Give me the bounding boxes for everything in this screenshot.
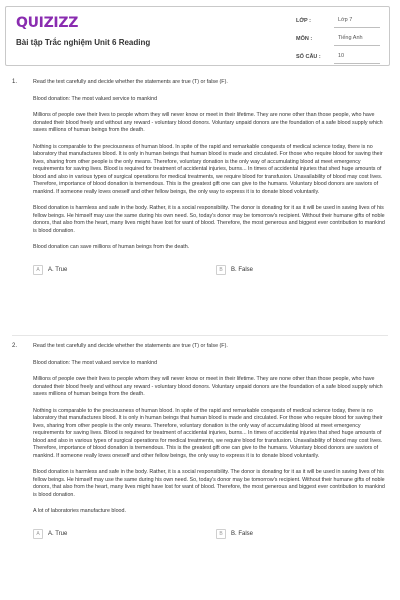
meta-value-class: Lớp 7 (334, 17, 380, 28)
meta-label-question-count: SỐ CÂU : (296, 54, 321, 60)
option-label[interactable]: B. False (231, 530, 254, 537)
question-number: 2. (12, 343, 18, 349)
page-title: Bài tập Trắc nghiệm Unit 6 Reading (16, 38, 151, 47)
worksheet-header (5, 6, 390, 66)
meta-row-subject (296, 36, 386, 51)
option-letter-box[interactable]: A (33, 265, 43, 275)
option-letter-box[interactable]: A (33, 529, 43, 539)
passage-paragraph: Blood donation is harmless and safe in the body. Rather, it is a social responsibility. The donor is donating for it as it will be used in saving lives of his fellow beings. He himself may use the same during his own need. So, today's donor may be tomorrow's recipient. Without their humane gifts of noble donors, that also from the heart, many lives might have lost for want of blood. Therefore, the most generous and biggest ever contribution to mankind is blood donation. (33, 469, 385, 498)
answer-options (33, 528, 388, 540)
passage-subtitle: Blood donation: The most valued service to mankind (33, 95, 158, 102)
meta-info (296, 18, 386, 69)
question-prompt: Read the text carefully and decide whether the statements are true (T) or false (F). (33, 343, 228, 349)
quizizz-logo[interactable]: QUIZIZZ (16, 15, 79, 31)
option-b[interactable] (216, 528, 253, 540)
option-a[interactable] (33, 264, 67, 276)
passage-paragraph: Nothing is comparable to the preciousness of human blood. In spite of the rapid and remarkable conquests of medical science today, there is no laboratory that manufactures blood. It is only in human beings that human blood is made and circulated. For those who require blood for saving their lives, sharing from other people is the only means. Therefore, voluntary donation is the only way of accumulating blood at meet emergency requirements for saving lives. Blood is required for treatment of accidental injuries, burns... In times of accidental injuries that shed huge amounts of blood and also in various types of surgical operations for medical treatments, we require blood for transfusion. Unavailability of blood may cost lives. Therefore, importance of blood donation is tremendous. This is the greatest gift one can give to the humans. Voluntary blood donors are saviors of mankind. If someone really loves oneself and other fellow beings, the only way to express it is to donate blood voluntarily. (33, 143, 383, 195)
question-statement: A lot of laboratories manufacture blood. (33, 508, 126, 514)
question-body (33, 343, 388, 540)
question-body (33, 79, 388, 276)
option-label[interactable]: A. True (48, 266, 68, 273)
question-number: 1. (12, 79, 18, 85)
meta-row-class (296, 18, 386, 33)
meta-label-subject: MÔN : (296, 36, 313, 42)
meta-row-question-count (296, 54, 386, 69)
meta-value-subject: Tiếng Anh (334, 35, 380, 46)
option-label[interactable]: A. True (48, 530, 68, 537)
question-divider (12, 335, 388, 336)
meta-label-class: LỚP : (296, 18, 311, 24)
question-statement: Blood donation can save millions of human beings from the death. (33, 244, 190, 250)
passage-subtitle: Blood donation: The most valued service to mankind (33, 359, 158, 366)
answer-options (33, 264, 388, 276)
passage-paragraph: Blood donation is harmless and safe in the body. Rather, it is a social responsibility. The donor is donating for it as it will be used in saving lives of his fellow beings. He himself may use the same during his own need. So, today's donor may be tomorrow's recipient. Without their humane gifts of noble donors, that also from the heart, many lives might have lost for want of blood. Therefore, the most generous and biggest ever contribution to mankind is blood donation. (33, 205, 385, 234)
passage-paragraph: Millions of people owe their lives to people whom they will never know or meet in their lifetime. They are none other than those people, who have donated their blood freely and without any reward - voluntary blood donors. Voluntary unpaid donors are the foundation of a safe blood supply which saves millions of human beings from the death. (33, 112, 383, 133)
option-label[interactable]: B. False (231, 266, 254, 273)
question-prompt: Read the text carefully and decide whether the statements are true (T) or false (F). (33, 79, 228, 85)
option-b[interactable] (216, 264, 253, 276)
passage-paragraph: Nothing is comparable to the preciousness of human blood. In spite of the rapid and remarkable conquests of medical science today, there is no laboratory that manufactures blood. It is only in human beings that human blood is made and circulated. For those who require blood for saving their lives, sharing from other people is the only means. Therefore, voluntary donation is the only way of accumulating blood at meet emergency requirements for saving lives. Blood is required for treatment of accidental injuries, burns... In times of accidental injuries that shed huge amounts of blood and also in various types of surgical operations for medical treatments, we require blood for transfusion. Unavailability of blood may cost lives. Therefore, importance of blood donation is tremendous. This is the greatest gift one can give to the humans. Voluntary blood donors are saviors of mankind. If someone really loves oneself and other fellow beings, the only way to express it is to donate blood voluntarily. (33, 407, 383, 459)
passage-paragraph: Millions of people owe their lives to people whom they will never know or meet in their lifetime. They are none other than those people, who have donated their blood freely and without any reward - voluntary blood donors. Voluntary unpaid donors are the foundation of a safe blood supply which saves millions of human beings from the death. (33, 376, 383, 397)
meta-value-question-count: 10 (334, 53, 380, 64)
option-letter-box[interactable]: B (216, 529, 226, 539)
option-a[interactable] (33, 528, 67, 540)
option-letter-box[interactable]: B (216, 265, 226, 275)
